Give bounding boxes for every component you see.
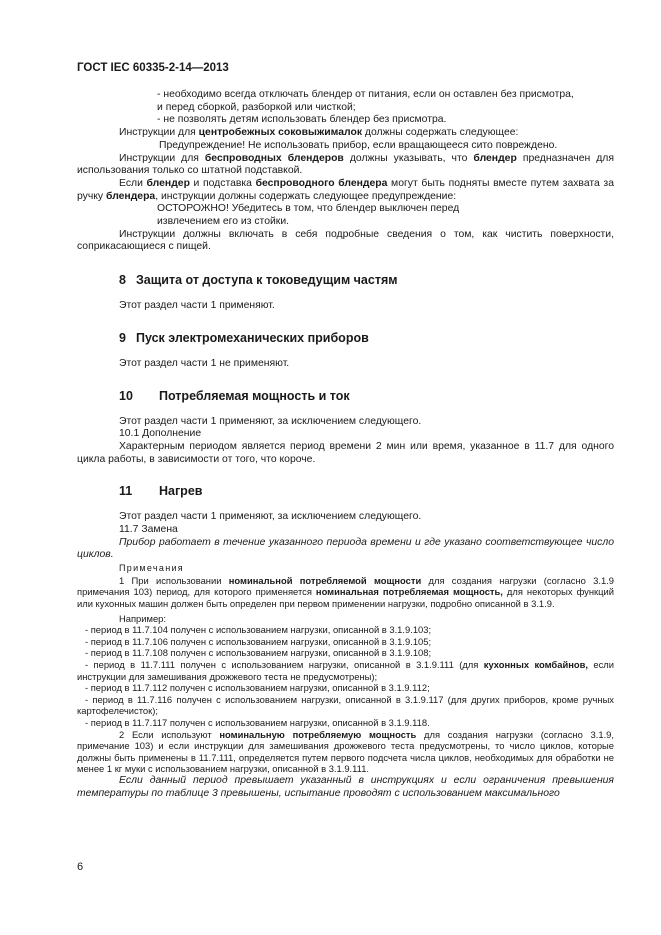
term-centrifugal-juicers: центробежных соковыжималок (198, 127, 363, 139)
example-item-4: - период в 11.7.111 получен с использованием нагрузки, описанной в 3.1.9.111 (для кухонных комбайнов, если инструкции для замешивания дрожжевого теста не предусмотрены); (77, 659, 614, 682)
caution-line-2: извлечением его из стойки. (157, 216, 290, 228)
term-blender: блендер (146, 177, 190, 189)
cleaning-paragraph: Инструкции должны включать в себя подробные сведения о том, как чистить поверхности, соприкасающиеся с пищей. (77, 228, 614, 253)
section-11-heading: 11 Нагрев (119, 484, 203, 499)
section-11-7-italic: Прибор работает в течение указанного периода времени и где указано соответствующее число циклов. (77, 536, 614, 561)
section-11-text: Этот раздел части 1 применяют, за исключением следующего. (119, 511, 422, 523)
notes-heading: Примечания (119, 563, 184, 574)
final-italic-paragraph: Если данный период превышает указанный в инструкциях и если ограничения превышения температуры по таблице 3 превышены, испытание проводят с использованием максимального (77, 774, 614, 799)
juicer-warning: Предупреждение! Не использовать прибор, если вращающееся сито повреждено. (159, 139, 558, 151)
example-item-6: - период в 11.7.116 получен с использованием нагрузки, описанной в 3.1.9.117 (для других приборов, кроме ручных картофелечисток); (77, 693, 614, 717)
term-cordless-blender: беспроводного блендера (255, 177, 388, 189)
section-10-1-heading: 10.1 Дополнение (119, 428, 202, 440)
example-item-7: - период в 11.7.117 получен с использованием нагрузки, описанной в 3.1.9.118. (85, 717, 430, 728)
section-8-text: Этот раздел части 1 применяют. (119, 300, 275, 312)
example-item-5: - период в 11.7.112 получен с использованием нагрузки, описанной в 3.1.9.112; (85, 682, 430, 694)
term-cordless-blenders: беспроводных блендеров (204, 152, 344, 164)
cordless-paragraph: Инструкции для беспроводных блендеров должны указывать, что блендер предназначен для использования только со штатной подставкой. (77, 152, 614, 177)
term-rated-power-input-3: номинальную потребляемую мощность (219, 728, 417, 740)
term-food-processors: кухонных комбайнов, (483, 659, 588, 671)
standard-header: ГОСТ IEC 60335-2-14—2013 (77, 62, 229, 74)
instruction-dash-1b: и перед сборкой, разборкой или чисткой; (157, 101, 356, 113)
term-rated-power-input: номинальной потребляемой мощности (228, 574, 422, 586)
section-10-heading: 10 Потребляемая мощность и ток (119, 388, 350, 403)
term-rated-power-input-2: номинальная потребляемая мощность, (315, 586, 503, 598)
note-1: 1 При использовании номинальной потребляемой мощности для создания нагрузки (согласно 3.1.9 примечания 103) период, для которого применяется номинальная потребляемая мощность, для некоторых функций или кухонных машин должен быть определен при первом применении нагрузки, подробно описанной в 3.1.9. (77, 574, 614, 610)
section-9-text: Этот раздел части 1 не применяют. (119, 357, 290, 369)
example-item-1: - период в 11.7.104 получен с использованием нагрузки, описанной в 3.1.9.103; (85, 624, 432, 636)
section-8-heading: 8 Защита от доступа к токоведущим частям (119, 273, 398, 288)
notes-block (77, 575, 614, 775)
note-2: 2 Если используют номинальную потребляемую мощность для создания нагрузки (согласно 3.1.9, примечание 103) и если инструкции для замешивания дрожжевого теста предусмотрены, то число циклов, которые должны быть применены в 11.7.111, определяется путем первого подсчета числа циклов, необходимых для обработки не менее 1 кг муки с использованием нагрузки, описанной в 3.1.9.111. (77, 728, 614, 775)
example-item-3: - период в 11.7.108 получен с использованием нагрузки, описанной в 3.1.9.108; (85, 647, 432, 659)
section-10-text: Этот раздел части 1 применяют, за исключением следующего. (119, 415, 422, 427)
juicer-paragraph: Инструкции для центробежных соковыжималок должны содержать следующее: (119, 127, 519, 139)
example-item-2: - период в 11.7.106 получен с использованием нагрузки, описанной в 3.1.9.105; (85, 635, 432, 647)
page-number: 6 (77, 861, 84, 873)
example-heading: Например: (119, 612, 166, 624)
term-blender: блендер (473, 152, 517, 164)
section-9-heading: 9 Пуск электромеханических приборов (119, 330, 369, 345)
instruction-dash-2: - не позволять детям использовать блендер без присмотра. (157, 114, 447, 126)
page-body (77, 89, 614, 800)
term-blender: блендера (106, 190, 156, 202)
section-11-7-heading: 11.7 Замена (119, 524, 178, 536)
section-10-1-paragraph: Характерным периодом является период времени 2 мин или время, указанное в 11.7 для одного цикла работы, в зависимости от того, что короче. (77, 440, 614, 465)
instruction-dash-1a: - необходимо всегда отключать блендер от питания, если он оставлен без присмотра, (157, 89, 574, 100)
lift-paragraph: Если блендер и подставка беспроводного блендера могут быть подняты вместе путем захвата за ручку блендера, инструкции должны содержать следующее предупреждение: (77, 177, 614, 202)
caution-line-1: ОСТОРОЖНО! Убедитесь в том, что блендер выключен перед (157, 203, 460, 215)
